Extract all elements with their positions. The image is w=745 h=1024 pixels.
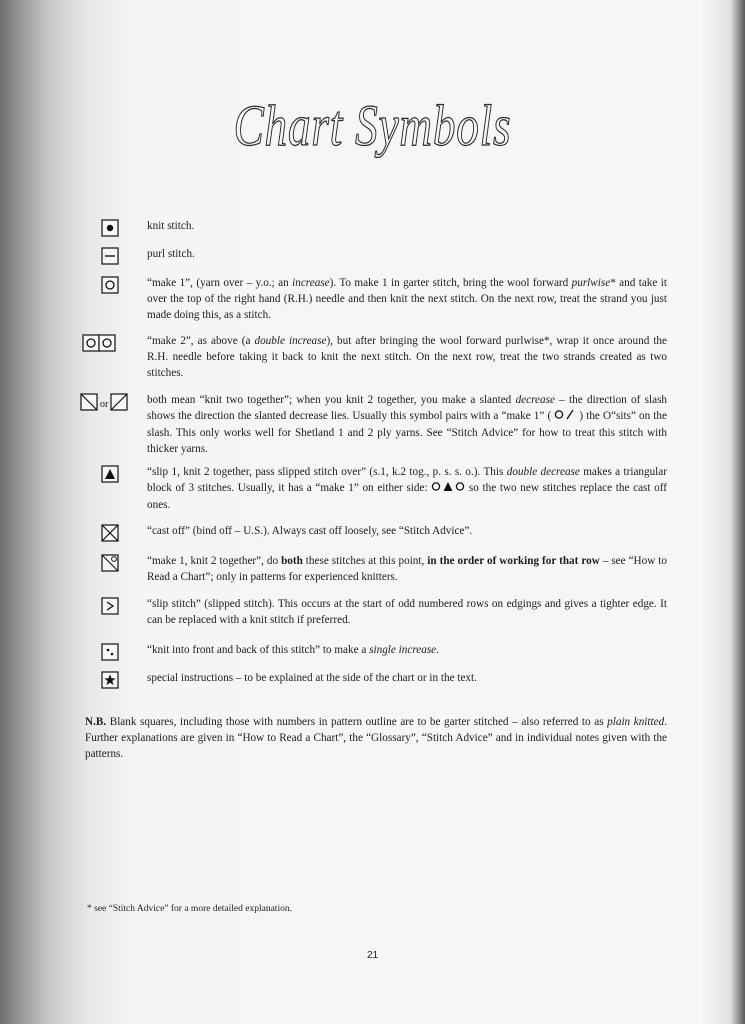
purl-dash-icon xyxy=(101,247,119,265)
symbol-description xyxy=(147,275,667,324)
or-label: or xyxy=(100,399,109,410)
make-one-knit-two-together-icon xyxy=(101,554,119,572)
symbol-description xyxy=(147,246,667,262)
text-run: these stitches at this point, xyxy=(302,555,428,567)
italic-text: purlwise xyxy=(571,277,611,289)
italic-text: decrease xyxy=(515,394,555,406)
text-run: both mean “knit two together”; when you knit 2 together, you make a slanted xyxy=(147,394,516,406)
inline-circle-triangle-circle-icon xyxy=(431,481,465,497)
text-run: ) the O“sits” on the slash. This only works well for Shetland 1 and 2 ply yarns. See “Stitch Advice” for how to treat this stitch with thicker yarns. xyxy=(147,410,667,455)
knit-two-together-slash-icon xyxy=(80,393,128,416)
make-one-circle-icon xyxy=(101,276,119,294)
italic-text: single increase xyxy=(369,644,437,656)
italic-text: increase xyxy=(292,277,330,289)
text-run: ). To make 1 in garter stitch, bring the wool forward xyxy=(329,277,572,289)
text-run: Blank squares, including those with numbers in pattern outline are to be garter stitched – also referred to as xyxy=(106,716,608,728)
text-run: “make 2”, as above (a xyxy=(147,335,255,347)
text-run: “make 1, knit 2 together”, do xyxy=(147,555,282,567)
text-run: “knit into front and back of this stitch” to make a xyxy=(147,644,370,656)
symbol-description xyxy=(147,464,667,513)
text-run: “slip stitch” (slipped stitch). This occurs at the start of odd numbered rows on edgings and gives a tighter edge. It can be replaced with a knit stitch if preferred. xyxy=(147,598,667,627)
star-icon xyxy=(101,671,119,689)
text-run: * and take it over the top of the right hand (R.H.) needle and then knit the next stitch. On the next row, treat the strand you just made doing this, as a stitch. xyxy=(147,277,667,322)
text-run: . xyxy=(436,644,439,656)
page-title: Chart Symbols xyxy=(233,93,512,158)
bold-text: N.B. xyxy=(85,716,107,728)
text-run: “make 1”, (yarn over – y.o.; an xyxy=(147,277,293,289)
symbol-description xyxy=(147,553,667,585)
text-run: so the two new stitches replace the cast off ones. xyxy=(147,482,667,511)
knit-dot-icon xyxy=(101,219,119,237)
text-run: “slip 1, knit 2 together, pass slipped stitch over” (s.1, k.2 tog., p. s. s. o.). This xyxy=(147,466,507,478)
front-back-dots-icon xyxy=(101,643,119,661)
footnote: * see “Stitch Advice” for a more detailed explanation. xyxy=(87,904,292,914)
cast-off-cross-icon xyxy=(101,524,119,542)
page-number: 21 xyxy=(366,950,379,961)
text-run: purl stitch. xyxy=(147,248,195,260)
text-run: special instructions – to be explained at the side of the chart or in the text. xyxy=(147,672,477,684)
text-run: – see “How to Read a Chart”; only in patterns for experienced knitters. xyxy=(147,555,667,584)
slash-up-box-icon xyxy=(110,393,128,416)
symbol-description xyxy=(147,523,667,539)
symbol-description xyxy=(147,642,667,658)
italic-text: double increase xyxy=(254,335,327,347)
italic-text: double decrease xyxy=(506,466,580,478)
bold-text: in the order of working for that row xyxy=(427,555,600,567)
text-run: “cast off” (bind off – U.S.). Always cast off loosely, see “Stitch Advice”. xyxy=(147,525,473,537)
text-run: – the direction of slash shows the direction the slanted decrease lies. Usually this symbol pairs with a “make 1” ( xyxy=(147,394,668,423)
symbol-description xyxy=(147,392,667,457)
make-two-circles-icon xyxy=(82,334,116,352)
symbol-description xyxy=(147,670,667,686)
text-run: . Further explanations are given in “How to Read a Chart”, the “Glossary”, “Stitch Advice” and in individual notes given with the patterns. xyxy=(85,716,667,761)
double-decrease-triangle-icon xyxy=(101,465,119,483)
text-run: makes a triangular block of 3 stitches. Usually, it has a “make 1” on either side: xyxy=(147,466,667,495)
slash-down-box-icon xyxy=(80,393,98,416)
text-run: ), but after bringing the wool forward purlwise*, wrap it once around the R.H. needle before taking it back to knit the next stitch. On the next row, treat the two strands created as two stitches. xyxy=(147,335,667,380)
bold-text: both xyxy=(281,555,303,567)
note-paragraph xyxy=(85,714,667,763)
symbol-description xyxy=(147,333,667,382)
symbol-description xyxy=(147,596,667,628)
italic-text: plain knitted xyxy=(607,716,665,728)
symbol-description xyxy=(147,218,667,234)
slip-stitch-arrow-icon xyxy=(101,597,119,615)
inline-circle-slash-icon xyxy=(554,409,576,425)
text-run: knit stitch. xyxy=(147,220,195,232)
